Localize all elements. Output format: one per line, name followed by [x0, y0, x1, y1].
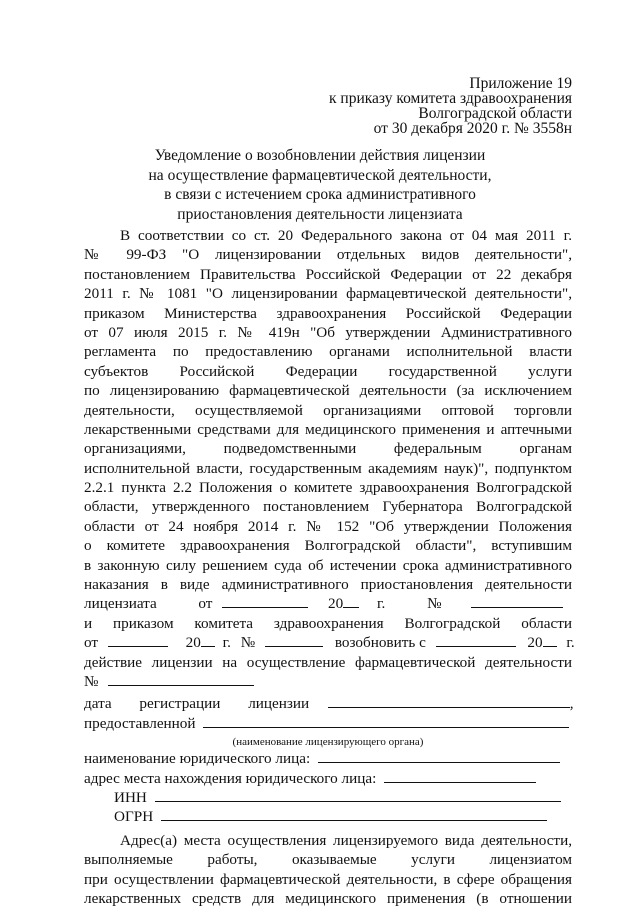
- body-line: области, утвержденного постановлением Губернатора Волгоградской: [84, 498, 572, 516]
- inn-blank[interactable]: [155, 788, 561, 802]
- registration-date-line: [84, 694, 572, 713]
- address-line: при осуществлении фармацевтической деятельности, в сфере обращения: [84, 870, 572, 888]
- address-line: лекарственных средств для медицинского применения (в отношении: [84, 889, 572, 907]
- appendix-line: Волгоградской области: [418, 105, 572, 122]
- entity-address-line: [84, 769, 572, 788]
- order-number-blank[interactable]: [265, 633, 323, 647]
- registration-date-label: дата регистрации лицензии: [84, 695, 310, 713]
- body-line: № 99-ФЗ "О лицензировании отдельных видов деятельности",: [84, 246, 572, 264]
- entity-name-line: [84, 749, 572, 768]
- appendix-line: Приложение 19: [469, 75, 572, 92]
- licensing-authority-caption: (наименование лицензирующего органа): [232, 736, 424, 749]
- body-line: лекарственными средствами для медицинского применения и аптечными: [84, 420, 572, 438]
- address-line: выполняемые работы, оказываемые услуги лицензиатом: [84, 851, 572, 869]
- number-label: №: [84, 672, 99, 690]
- year-label: 20: [185, 634, 201, 652]
- order-line: и приказом комитета здравоохранения Волгоградской области: [84, 614, 572, 632]
- title-line: приостановления деятельности лицензиата: [177, 205, 463, 223]
- resume-date-blank[interactable]: [436, 633, 516, 647]
- body-line: деятельности, осуществляемой организациями оптовой торговли: [84, 401, 572, 419]
- year-suffix: г.: [376, 595, 386, 613]
- body-line: В соответствии со ст. 20 Федерального закона от 04 мая 2011 г.: [120, 227, 572, 244]
- entity-name-blank[interactable]: [318, 749, 560, 763]
- license-number-line: [84, 672, 572, 691]
- document-title: [0, 146, 640, 224]
- provided-label: предоставленной: [84, 714, 196, 732]
- year-blank[interactable]: [343, 594, 359, 608]
- number-label: №: [427, 595, 442, 613]
- body-line: организациями, подведомственными федеральным органам: [84, 440, 572, 458]
- address-line: Адрес(а) места осуществления лицензируемого вида деятельности,: [120, 831, 572, 849]
- body-line: 2011 г. № 1081 "О лицензировании фармацевтической деятельности",: [84, 285, 572, 303]
- entity-name-label: наименование юридического лица:: [84, 750, 311, 768]
- title-line: в связи с истечением срока административного: [164, 186, 476, 203]
- body-line: регламента по предоставлению органами исполнительной власти: [84, 343, 572, 361]
- ogrn-blank[interactable]: [161, 807, 547, 821]
- inn-line: [84, 788, 572, 807]
- licensing-authority-blank[interactable]: [203, 714, 569, 728]
- document-body: [84, 226, 575, 908]
- year-label: 20: [527, 634, 543, 652]
- body-line: исполнительной власти, государственным академиям наук)", подпунктом: [84, 459, 572, 477]
- year-suffix: г.: [566, 634, 575, 652]
- inn-label: ИНН: [114, 788, 147, 806]
- from-label: от: [84, 634, 99, 652]
- ogrn-label: ОГРН: [114, 808, 154, 826]
- appendix-line: от 30 декабря 2020 г. № 3558н: [373, 120, 572, 137]
- title-line: Уведомление о возобновлении действия лицензии: [154, 147, 486, 164]
- number-label: №: [240, 634, 256, 652]
- year-blank[interactable]: [201, 633, 215, 647]
- body-line: от 07 июля 2015 г. № 419н "Об утверждении Административного: [84, 323, 572, 341]
- license-number-blank[interactable]: [108, 672, 254, 686]
- body-line: по лицензированию фармацевтической деятельности (за исключением: [84, 382, 572, 400]
- body-line: приказом Министерства здравоохранения Российской Федерации: [84, 304, 572, 322]
- resume-label: возобновить с: [334, 634, 426, 652]
- appendix-line: к приказу комитета здравоохранения: [329, 90, 572, 107]
- year-blank[interactable]: [543, 633, 557, 647]
- body-line: области от 24 ноября 2014 г. № 152 "Об утверждении Положения: [84, 517, 572, 535]
- comma: ,: [569, 695, 574, 713]
- body-line: в законную силу решением суда об истечении срока административного: [84, 556, 572, 574]
- action-line: действие лицензии на осуществление фармацевтической деятельности: [84, 653, 572, 671]
- entity-address-label: адрес места нахождения юридического лица:: [84, 769, 377, 787]
- body-line: постановлением Правительства Российской Федерации от 22 декабря: [84, 265, 572, 283]
- title-line: на осуществление фармацевтической деятельности,: [148, 166, 492, 184]
- registration-date-blank[interactable]: [328, 694, 570, 708]
- body-line: 2.2.1 пункта 2.2 Положения о комитете здравоохранения Волгоградской: [84, 479, 572, 497]
- appendix-header: [329, 76, 572, 136]
- licensee-label: лицензиата: [84, 595, 157, 613]
- provided-line: [84, 714, 572, 733]
- year-label: 20: [327, 595, 344, 613]
- ogrn-line: [84, 807, 572, 826]
- body-line: наказания в виде административного приостановления деятельности: [84, 576, 572, 594]
- body-line: субъектов Российской Федерации государственной услуги: [84, 362, 572, 380]
- number-blank[interactable]: [471, 594, 563, 608]
- entity-address-blank[interactable]: [384, 769, 536, 783]
- resume-date-line: [84, 633, 575, 652]
- date-blank[interactable]: [222, 594, 308, 608]
- licensee-date-line: [84, 594, 572, 613]
- from-label: от: [198, 595, 213, 613]
- year-suffix: г.: [222, 634, 231, 652]
- order-date-blank[interactable]: [108, 633, 168, 647]
- body-line: о комитете здравоохранения Волгоградской области", вступившим: [84, 537, 572, 555]
